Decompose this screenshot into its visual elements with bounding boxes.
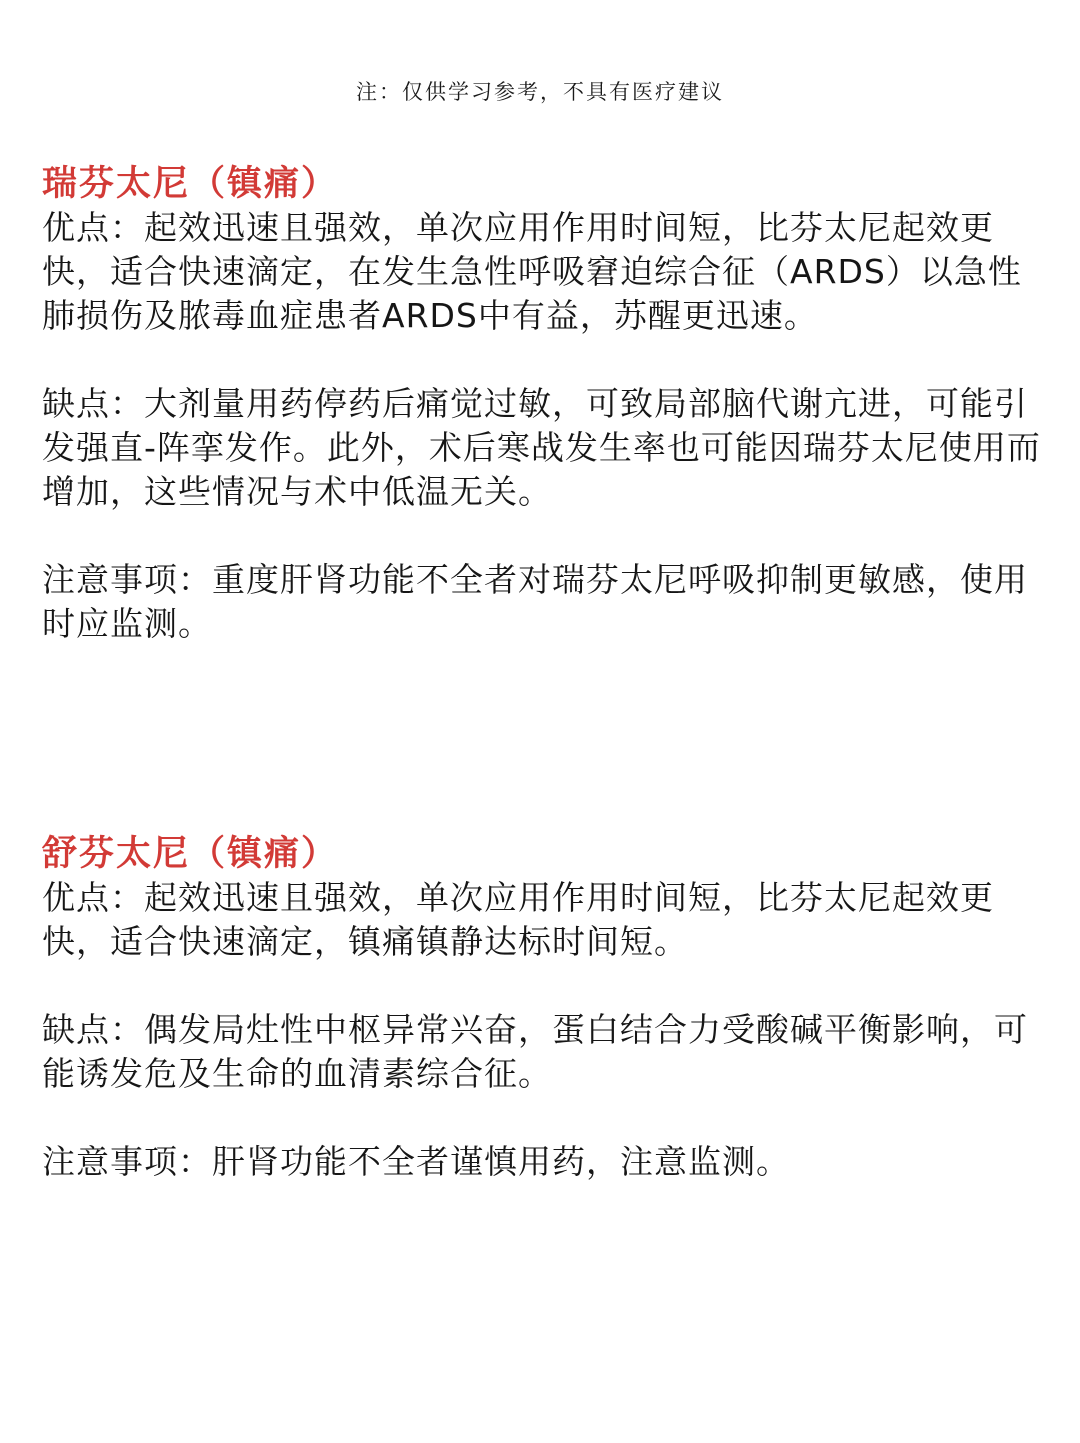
drug-section-sufentanil bbox=[42, 832, 1042, 1184]
advantages-paragraph: 优点：起效迅速且强效，单次应用作用时间短，比芬太尼起效更快，适合快速滴定，镇痛镇静达标时间短。 bbox=[42, 878, 994, 961]
drug-section-remifentanil bbox=[42, 162, 1042, 646]
precautions-paragraph: 注意事项：重度肝肾功能不全者对瑞芬太尼呼吸抑制更敏感，使用时应监测。 bbox=[42, 560, 1028, 643]
advantages-paragraph: 优点：起效迅速且强效，单次应用作用时间短，比芬太尼起效更快，适合快速滴定，在发生急性呼吸窘迫综合征（ARDS）以急性肺损伤及脓毒血症患者ARDS中有益，苏醒更迅速。 bbox=[42, 208, 1022, 335]
drug-title: 舒芬太尼（镇痛） bbox=[42, 834, 339, 874]
drug-title: 瑞芬太尼（镇痛） bbox=[42, 164, 339, 204]
disclaimer-note: 注：仅供学习参考，不具有医疗建议 bbox=[356, 80, 724, 104]
disadvantages-paragraph: 缺点：偶发局灶性中枢异常兴奋，蛋白结合力受酸碱平衡影响，可能诱发危及生命的血清素综合征。 bbox=[42, 1010, 1028, 1093]
disadvantages-paragraph: 缺点：大剂量用药停药后痛觉过敏，可致局部脑代谢亢进，可能引发强直-阵挛发作。此外，术后寒战发生率也可能因瑞芬太尼使用而增加，这些情况与术中低温无关。 bbox=[42, 384, 1041, 511]
precautions-paragraph: 注意事项：肝肾功能不全者谨慎用药，注意监测。 bbox=[42, 1142, 790, 1181]
